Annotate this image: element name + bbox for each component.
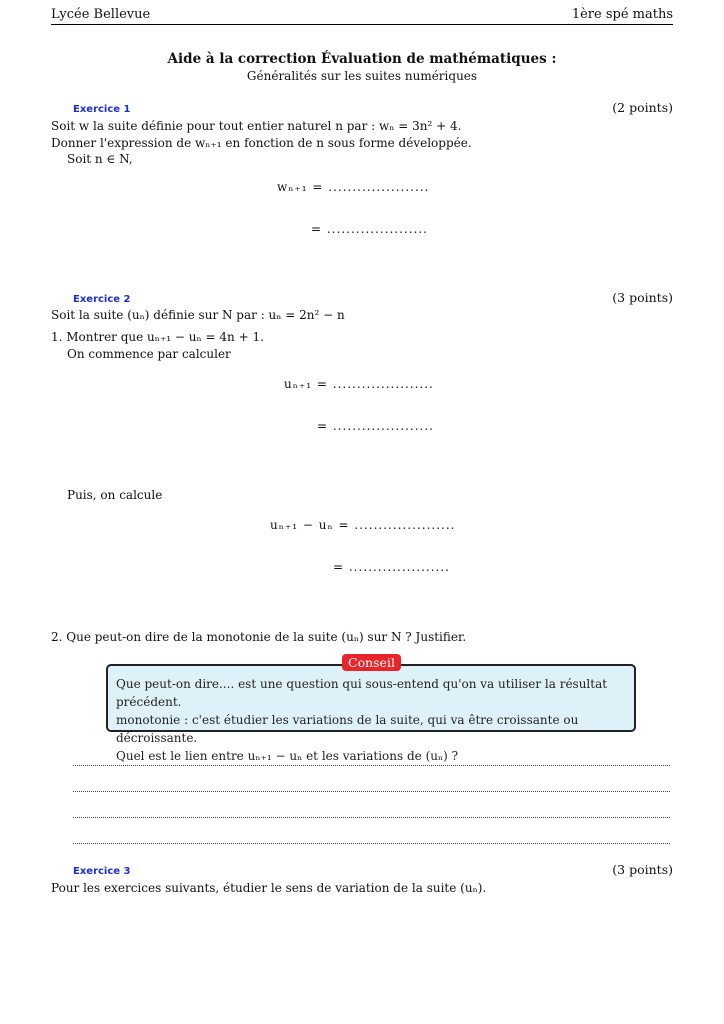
advice-tag: Conseil xyxy=(342,654,401,671)
answer-dotted-line-1 xyxy=(73,765,670,766)
advice-box xyxy=(106,664,636,763)
exercise-2-question-1: 1. Montrer que uₙ₊₁ − uₙ = 4n + 1. xyxy=(51,330,264,344)
exercise-2-statement: Soit la suite (uₙ) définie sur N par : uₙ = 2n² − n xyxy=(51,308,345,322)
exercise-1-answer-line-2: = ..................... xyxy=(311,222,428,236)
exercise-3-points: (3 points) xyxy=(612,862,673,877)
answer-dotted-line-4 xyxy=(73,843,670,844)
exercise-2-answer-line-1: uₙ₊₁ = ..................... xyxy=(284,377,434,391)
exercise-1-label: Exercice 1 xyxy=(73,104,131,115)
answer-dotted-line-3 xyxy=(73,817,670,818)
header-rule xyxy=(51,24,673,25)
advice-line-2: monotonie : c'est étudier les variations de la suite, qui va être croissante ou décroissante. xyxy=(116,713,579,745)
exercise-2-label: Exercice 2 xyxy=(73,294,131,305)
exercise-1-statement: Soit w la suite définie pour tout entier naturel n par : wₙ = 3n² + 4. xyxy=(51,119,462,133)
exercise-1-question: Donner l'expression de wₙ₊₁ en fonction de n sous forme développée. xyxy=(51,136,472,150)
advice-line-1: Que peut-on dire.... est une question qui sous-entend qu'on va utiliser la résultat précédent. xyxy=(116,677,608,709)
advice-line-3: Quel est le lien entre uₙ₊₁ − uₙ et les variations de (uₙ) ? xyxy=(116,749,459,763)
exercise-1-setup: Soit n ∈ N, xyxy=(67,152,133,166)
exercise-2-points: (3 points) xyxy=(612,290,673,305)
exercise-2-question-2: 2. Que peut-on dire de la monotonie de la suite (uₙ) sur N ? Justifier. xyxy=(51,630,467,644)
exercise-2-answer-line-3: uₙ₊₁ − uₙ = ..................... xyxy=(270,518,456,532)
exercise-1-answer-line-1: wₙ₊₁ = ..................... xyxy=(277,180,430,194)
page-title: Aide à la correction Évaluation de mathématiques : xyxy=(167,51,557,67)
header-school: Lycée Bellevue xyxy=(51,7,151,22)
exercise-2-then-text: Puis, on calcule xyxy=(67,488,163,502)
exercise-2-answer-line-2: = ..................... xyxy=(317,419,434,433)
exercise-2-answer-line-4: = ..................... xyxy=(333,560,450,574)
exercise-1-points: (2 points) xyxy=(612,100,673,115)
answer-dotted-line-2 xyxy=(73,791,670,792)
exercise-3-label: Exercice 3 xyxy=(73,866,131,877)
exercise-2-q1-text: On commence par calculer xyxy=(67,347,231,361)
exercise-3-statement: Pour les exercices suivants, étudier le sens de variation de la suite (uₙ). xyxy=(51,881,487,895)
header-course: 1ère spé maths xyxy=(571,7,673,22)
page-subtitle: Généralités sur les suites numériques xyxy=(246,69,478,83)
